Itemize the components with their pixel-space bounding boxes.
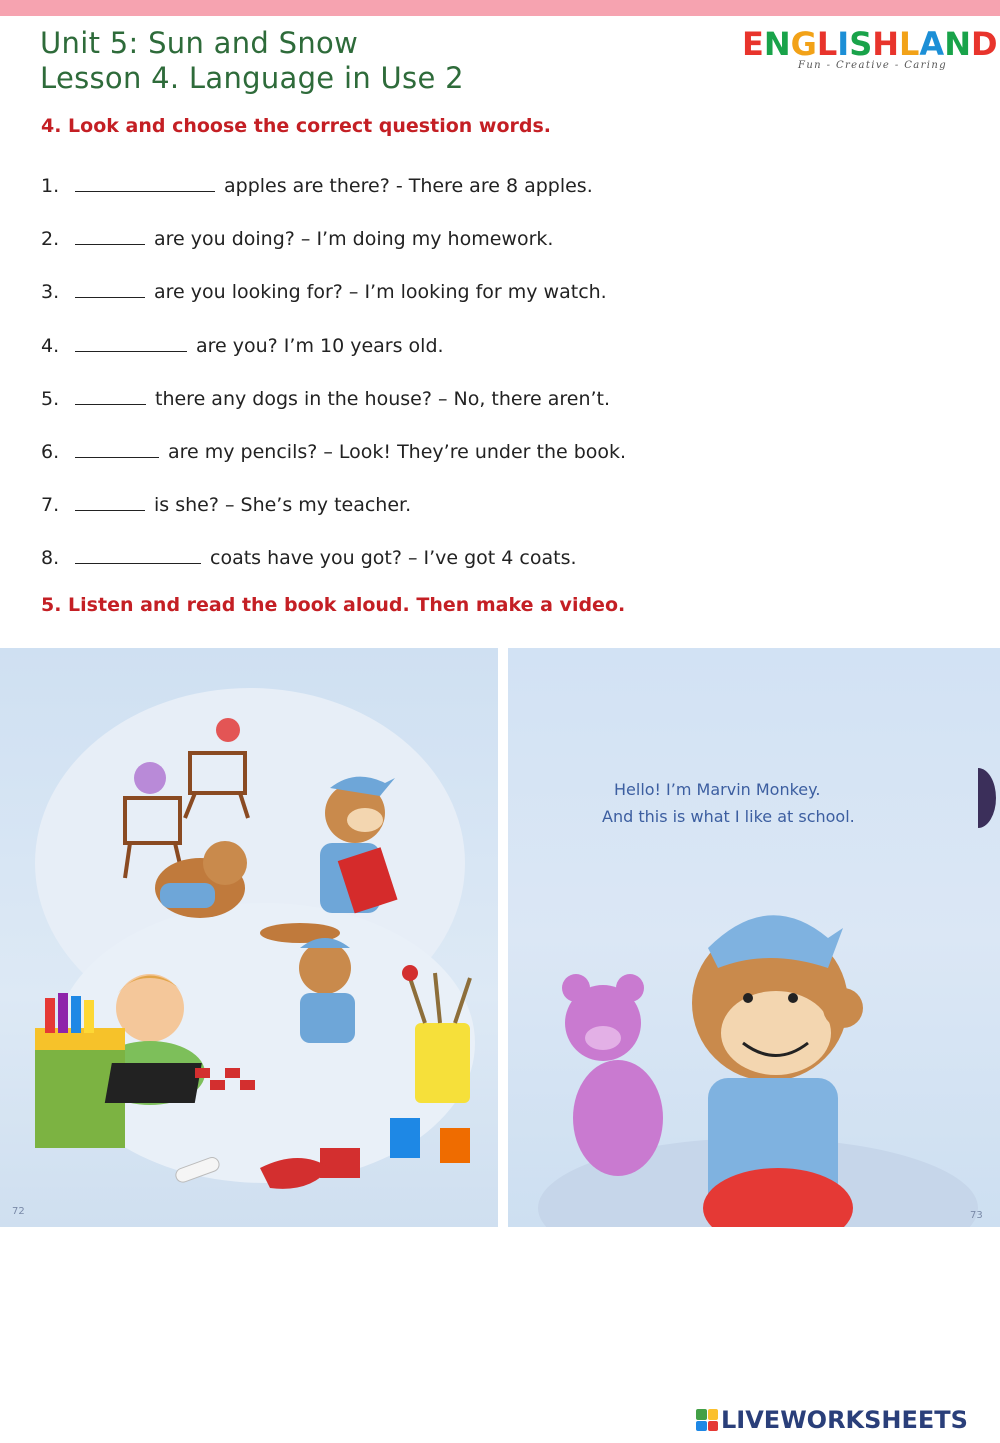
page-tab bbox=[978, 768, 996, 828]
answer-blank[interactable] bbox=[75, 337, 187, 352]
answer-blank[interactable] bbox=[75, 283, 145, 298]
page-number-right: 73 bbox=[970, 1210, 983, 1221]
question-7 bbox=[41, 494, 411, 516]
question-text: are you looking for? – I’m looking for my watch. bbox=[154, 281, 607, 303]
question-5 bbox=[41, 388, 610, 410]
logo-letter: G bbox=[790, 25, 817, 63]
question-number: 2. bbox=[41, 228, 60, 250]
lesson-title: Lesson 4. Language in Use 2 bbox=[40, 61, 464, 95]
question-text: coats have you got? – I’ve got 4 coats. bbox=[210, 547, 577, 569]
question-number: 7. bbox=[41, 494, 60, 516]
book-page-left bbox=[0, 648, 498, 1227]
question-8 bbox=[41, 547, 577, 569]
liveworksheets-footer bbox=[696, 1406, 968, 1434]
logo-tagline: Fun - Creative - Caring bbox=[798, 60, 948, 71]
logo-letter: N bbox=[763, 25, 791, 63]
logo-letter: A bbox=[919, 25, 945, 63]
question-text: apples are there? - There are 8 apples. bbox=[224, 175, 593, 197]
question-1 bbox=[41, 175, 593, 197]
liveworksheets-logo-icon bbox=[696, 1409, 718, 1431]
logo-letter: E bbox=[742, 25, 764, 63]
question-number: 1. bbox=[41, 175, 60, 197]
answer-blank[interactable] bbox=[75, 390, 146, 405]
question-3 bbox=[41, 281, 607, 303]
marvin-monkey bbox=[692, 915, 863, 1227]
question-2 bbox=[41, 228, 553, 250]
top-color-strip bbox=[0, 0, 1000, 16]
logo-letter: I bbox=[837, 25, 850, 63]
question-number: 6. bbox=[41, 441, 60, 463]
exercise-4-instruction: 4. Look and choose the correct question words. bbox=[41, 115, 552, 137]
logo-letter: N bbox=[944, 25, 971, 63]
liveworksheets-brand: LIVEWORKSHEETS bbox=[721, 1406, 968, 1434]
question-number: 8. bbox=[41, 547, 60, 569]
doll bbox=[216, 718, 240, 742]
unit-title: Unit 5: Sun and Snow bbox=[40, 26, 359, 60]
page-number-left: 72 bbox=[12, 1206, 25, 1217]
logo-letter: H bbox=[872, 25, 900, 63]
logo-letter: L bbox=[899, 25, 920, 63]
pink-teddy-bear bbox=[562, 974, 663, 1176]
question-text: are you doing? – I’m doing my homework. bbox=[154, 228, 554, 250]
question-4 bbox=[41, 335, 444, 357]
englishland-logo bbox=[742, 25, 998, 78]
teddy-bear-small bbox=[134, 762, 166, 794]
exercise-5-instruction: 5. Listen and read the book aloud. Then make a video. bbox=[41, 594, 626, 616]
story-text bbox=[602, 776, 855, 830]
question-text: is she? – She’s my teacher. bbox=[154, 494, 412, 516]
logo-wordmark bbox=[742, 25, 998, 63]
logo-letter: S bbox=[849, 25, 873, 63]
logo-letter: D bbox=[970, 25, 998, 63]
question-number: 4. bbox=[41, 335, 60, 357]
answer-blank[interactable] bbox=[75, 443, 159, 458]
answer-blank[interactable] bbox=[75, 496, 145, 511]
question-number: 3. bbox=[41, 281, 60, 303]
classroom-illustration bbox=[0, 648, 498, 1227]
story-line-1: Hello! I’m Marvin Monkey. bbox=[614, 780, 821, 799]
question-text: are my pencils? – Look! They’re under the book. bbox=[168, 441, 627, 463]
question-text: are you? I’m 10 years old. bbox=[196, 335, 444, 357]
question-6 bbox=[41, 441, 626, 463]
question-number: 5. bbox=[41, 388, 60, 410]
marvin-monkey-illustration bbox=[508, 648, 1000, 1227]
answer-blank[interactable] bbox=[75, 177, 215, 192]
answer-blank[interactable] bbox=[75, 549, 201, 564]
story-line-2: And this is what I like at school. bbox=[602, 807, 855, 826]
book-page-right bbox=[508, 648, 1000, 1227]
answer-blank[interactable] bbox=[75, 230, 145, 245]
logo-letter: L bbox=[816, 25, 838, 63]
question-text: there any dogs in the house? – No, there aren’t. bbox=[155, 388, 611, 410]
